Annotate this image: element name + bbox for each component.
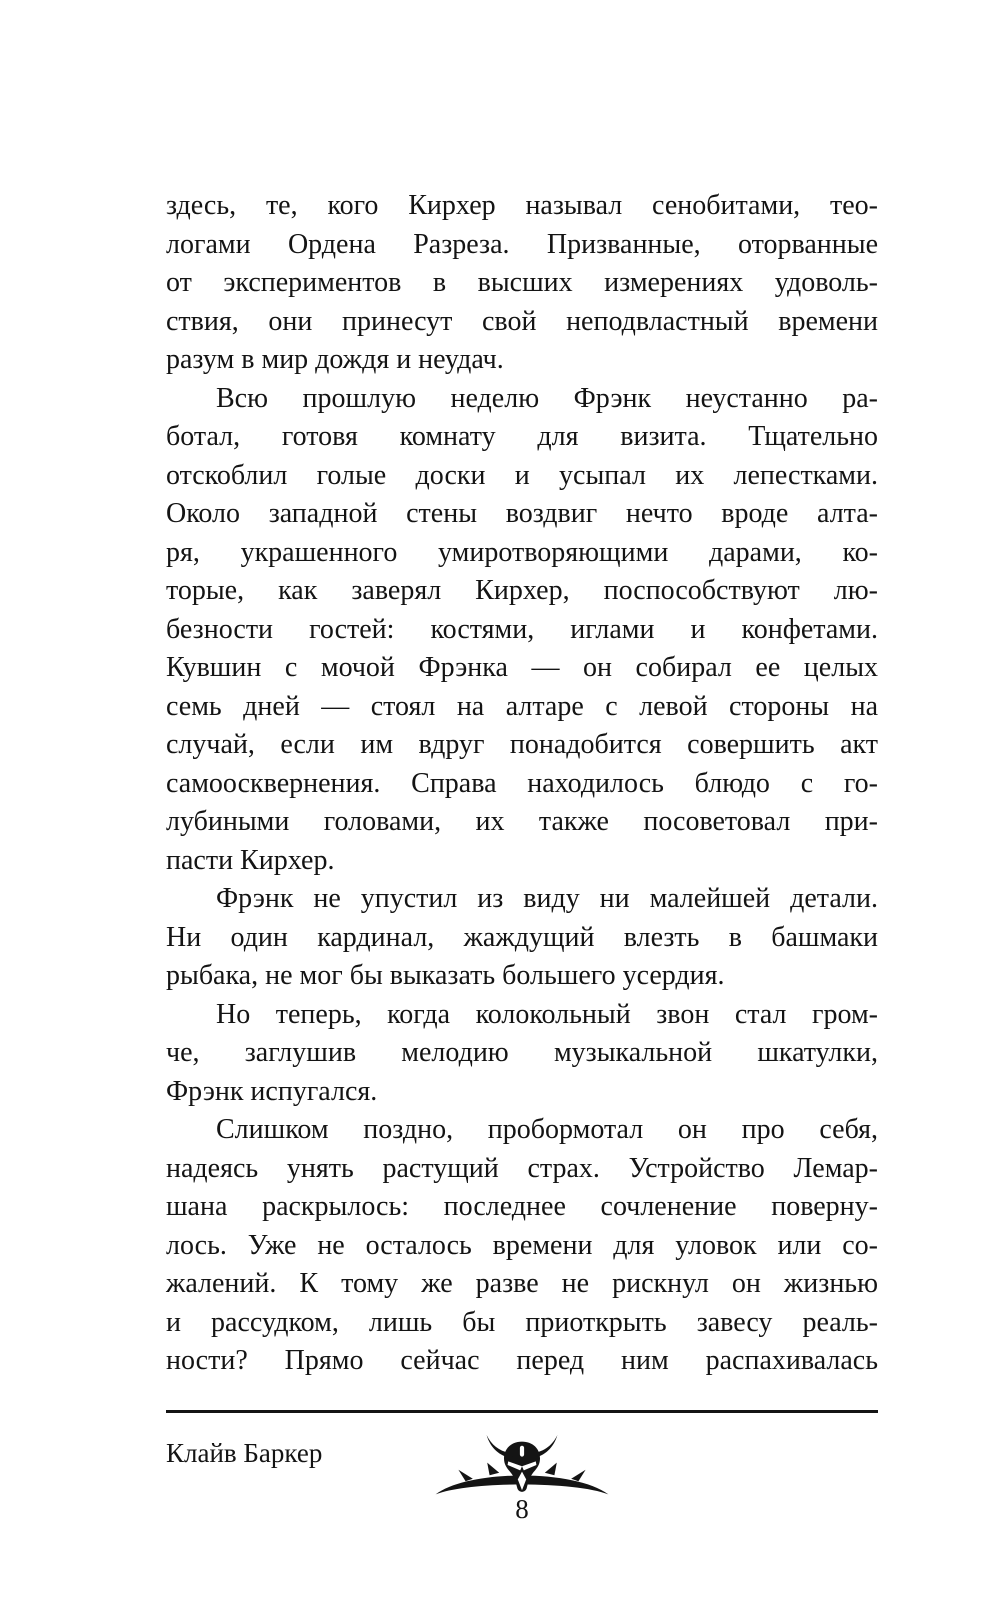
running-author-name: Клайв Баркер — [166, 1438, 323, 1468]
text-line: че, заглушив мелодию музыкальной шкатулки, — [166, 1037, 878, 1068]
text-line: логами Ордена Разреза. Призванные, оторванные — [166, 228, 878, 260]
text-line: торые, как заверял Кирхер, поспособствуют лю- — [166, 575, 878, 606]
text-line: случай, если им вдруг понадобится совершить акт — [166, 729, 878, 760]
text-line: отскоблил голые доски и усыпал их лепестками. — [166, 459, 878, 491]
text-line: Около западной стены воздвиг нечто вроде алта- — [166, 498, 878, 529]
text-line: жалений. К тому же разве не рискнул он жизнью — [166, 1268, 878, 1299]
text-line: надеясь унять растущий страх. Устройство Лемар- — [166, 1152, 878, 1184]
text-line: Кувшин с мочой Фрэнка — он собирал ее целых — [166, 652, 878, 683]
text-line: и рассудком, лишь бы приоткрыть завесу реаль- — [166, 1306, 878, 1338]
text-line: здесь, те, кого Кирхер называл сенобитами, тео- — [166, 190, 878, 221]
text-line: Всю прошлую неделю Фрэнк неустанно ра- — [216, 382, 878, 414]
text-line: пасти Кирхер. — [166, 844, 335, 876]
footer-divider — [166, 1410, 878, 1413]
text-line: семь дней — стоял на алтаре с левой стороны на — [166, 690, 878, 722]
text-line: шана раскрылось: последнее сочленение поверну- — [166, 1191, 878, 1222]
text-line: разум в мир дождя и неудач. — [166, 344, 504, 375]
text-line: Слишком поздно, пробормотал он про себя, — [216, 1114, 878, 1145]
text-line: Ни один кардинал, жаждущий влезть в башмаки — [166, 921, 878, 953]
text-line: Фрэнк испугался. — [166, 1075, 378, 1107]
text-line: ря, украшенного умиротворяющими дарами, ко- — [166, 536, 878, 568]
page-number: 8 — [515, 1494, 529, 1524]
text-line: Фрэнк не упустил из виду ни малейшей детали. — [216, 883, 878, 914]
text-line: безности гостей: костями, иглами и конфетами. — [166, 613, 878, 645]
text-line: лось. Уже не осталось времени для уловок или со- — [166, 1229, 878, 1261]
page-text — [166, 187, 878, 1381]
text-line: Но теперь, когда колокольный звон стал гром- — [216, 998, 878, 1030]
text-line: ботал, готовя комнату для визита. Тщательно — [166, 421, 878, 452]
text-line: от экспериментов в высших измерениях удоволь- — [166, 267, 878, 298]
text-line: ствия, они принесут свой неподвластный времени — [166, 305, 878, 337]
text-line: ности? Прямо сейчас перед ним распахивалась — [166, 1345, 878, 1376]
text-line: самоосквернения. Справа находилось блюдо с го- — [166, 767, 878, 799]
text-line: лубиными головами, их также посоветовал при- — [166, 806, 878, 837]
text-line: рыбака, не мог бы выказать большего усердия. — [166, 960, 725, 991]
